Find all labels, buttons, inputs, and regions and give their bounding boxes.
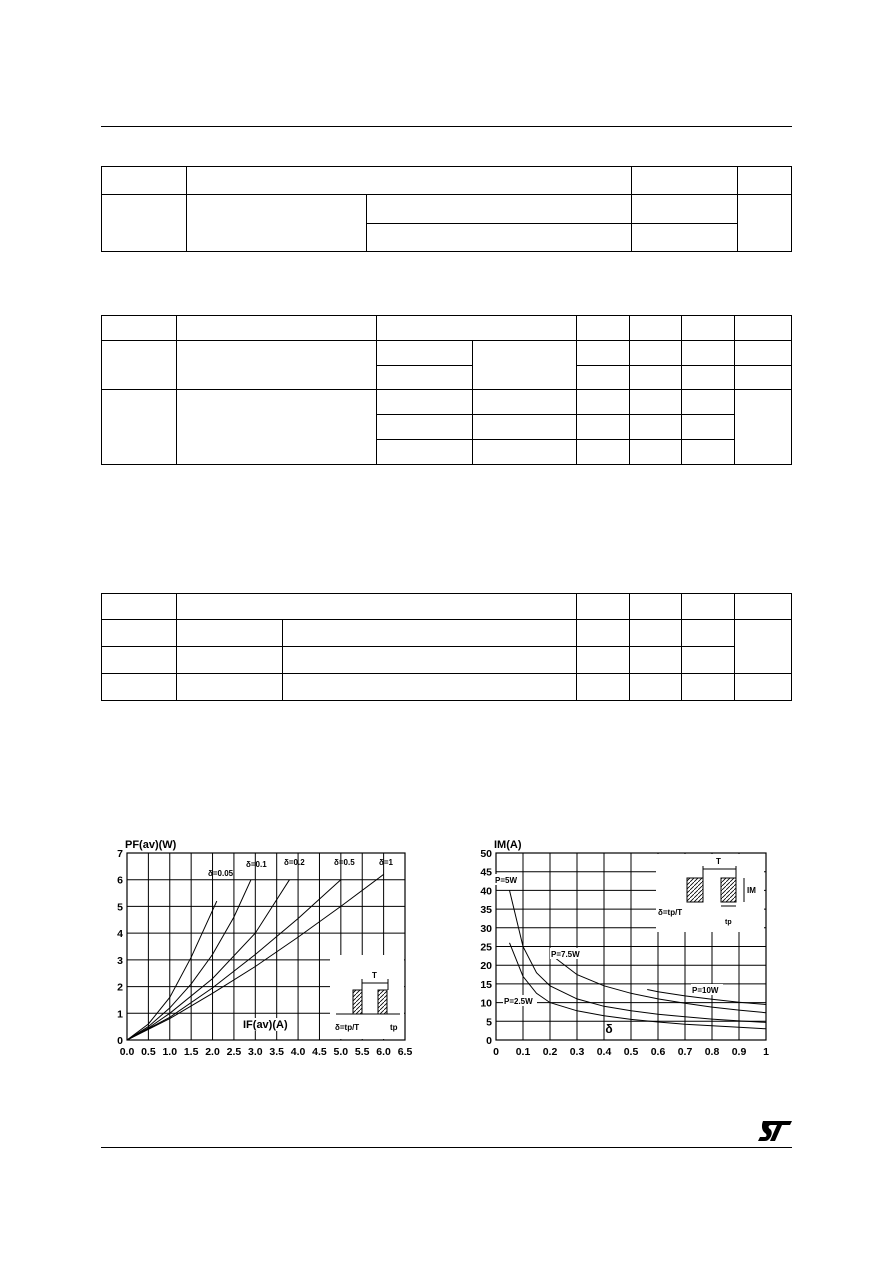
x-tick-label: 4.5 — [312, 1046, 327, 1058]
x-tick-label: 2.0 — [205, 1046, 220, 1058]
series-line — [510, 943, 767, 1029]
pulse-1 — [353, 990, 362, 1014]
table-cell — [735, 316, 792, 341]
table-cell — [577, 647, 630, 674]
table-cell — [283, 620, 577, 647]
table-2 — [101, 315, 792, 465]
table-cell — [682, 440, 735, 465]
table-cell — [102, 195, 187, 252]
table-cell — [632, 195, 738, 224]
table-cell — [682, 366, 735, 390]
table-cell — [177, 594, 577, 620]
table-cell — [682, 647, 735, 674]
table-cell — [735, 366, 792, 390]
table-cell — [682, 620, 735, 647]
pulse-2 — [378, 990, 387, 1014]
x-tick-label: 1.0 — [162, 1046, 178, 1058]
st-logo-icon — [757, 1119, 793, 1143]
table-row — [102, 594, 792, 620]
x-tick-label: 0.6 — [650, 1046, 666, 1058]
period-label: T — [716, 857, 721, 866]
y-tick-label: 50 — [480, 848, 492, 860]
table-cell — [377, 366, 473, 390]
table-cell — [682, 390, 735, 415]
table-cell — [577, 415, 630, 440]
table-row — [102, 647, 792, 674]
delta-symbol: δ — [605, 1022, 613, 1036]
series-label: δ=0.1 — [246, 860, 267, 869]
series-label: P=7.5W — [551, 950, 580, 959]
table-cell — [630, 647, 682, 674]
table-cell — [177, 316, 377, 341]
table-cell — [577, 620, 630, 647]
table-cell — [577, 341, 630, 366]
y-tick-label: 4 — [117, 928, 123, 941]
table-cell — [177, 674, 283, 701]
table-cell — [682, 415, 735, 440]
y-tick-label: 6 — [117, 874, 123, 887]
table-cell — [473, 341, 577, 390]
x-tick-label: 5.5 — [354, 1046, 370, 1058]
table-cell — [577, 440, 630, 465]
table-cell — [735, 341, 792, 366]
table-cell — [630, 620, 682, 647]
table-cell — [102, 647, 177, 674]
table-cell — [473, 440, 577, 465]
table-row — [102, 390, 792, 415]
table-cell — [632, 167, 738, 195]
table-cell — [102, 620, 177, 647]
table-cell — [177, 390, 377, 465]
x-tick-label: 0.2 — [542, 1046, 558, 1058]
series-label: P=5W — [495, 876, 518, 885]
table-3 — [101, 593, 792, 701]
x-tick-label: 0.0 — [119, 1046, 135, 1058]
table-cell — [187, 195, 367, 252]
table-cell — [473, 390, 577, 415]
y-axis-label: PF(av)(W) — [125, 839, 177, 851]
table-cell — [682, 674, 735, 701]
y-tick-label: 5 — [117, 901, 123, 914]
table-cell — [377, 316, 577, 341]
header-rule — [101, 126, 792, 127]
x-tick-label: 0.5 — [623, 1046, 639, 1058]
table-cell — [102, 594, 177, 620]
y-tick-label: 20 — [480, 960, 492, 973]
table-cell — [630, 440, 682, 465]
x-tick-label: 3.0 — [248, 1046, 263, 1058]
table-cell — [577, 366, 630, 390]
x-tick-label: 0.7 — [677, 1046, 693, 1058]
table-cell — [735, 674, 792, 701]
x-tick-label: 0.1 — [515, 1046, 531, 1058]
pulse-1 — [687, 878, 703, 902]
table-1 — [101, 166, 792, 252]
x-tick-label: 0.9 — [731, 1046, 747, 1058]
table-cell — [630, 594, 682, 620]
table-row — [102, 620, 792, 647]
table-cell — [367, 195, 632, 224]
x-tick-label: 2.5 — [226, 1046, 242, 1058]
table-cell — [577, 390, 630, 415]
table-cell — [735, 620, 792, 674]
table-cell — [473, 415, 577, 440]
y-tick-label: 0 — [486, 1035, 492, 1047]
y-tick-label: 15 — [480, 978, 492, 991]
footer-rule — [101, 1147, 792, 1148]
table-cell — [577, 594, 630, 620]
series-label: δ=0.5 — [334, 858, 355, 867]
x-tick-label: 6.5 — [397, 1046, 413, 1058]
pulse-width-label: tp — [390, 1023, 398, 1032]
x-tick-label: 0.4 — [596, 1046, 612, 1058]
y-tick-label: 3 — [117, 954, 123, 967]
y-axis-label: IM(A) — [494, 839, 522, 851]
table-cell — [738, 167, 792, 195]
power-dissipation-chart — [100, 830, 430, 1065]
table-cell — [630, 390, 682, 415]
current-label: IM — [747, 886, 756, 895]
series-line — [127, 901, 217, 1040]
table-cell — [632, 224, 738, 252]
x-tick-label: 0.8 — [704, 1046, 720, 1058]
table-cell — [630, 366, 682, 390]
y-tick-label: 0 — [117, 1035, 123, 1047]
pulse-2 — [721, 878, 736, 902]
table-row — [102, 674, 792, 701]
table-cell — [377, 341, 473, 366]
table-cell — [682, 594, 735, 620]
table-cell — [630, 674, 682, 701]
table-cell — [177, 647, 283, 674]
table-cell — [102, 341, 177, 390]
table-row — [102, 167, 792, 195]
x-tick-label: 4.0 — [290, 1046, 306, 1058]
table-row — [102, 341, 792, 366]
y-tick-label: 5 — [486, 1016, 492, 1029]
table-cell — [177, 620, 283, 647]
table-cell — [102, 316, 177, 341]
table-cell — [735, 390, 792, 465]
table-cell — [377, 415, 473, 440]
table-cell — [283, 647, 577, 674]
x-tick-label: 6.0 — [376, 1046, 391, 1058]
table-cell — [102, 674, 177, 701]
period-label: T — [372, 971, 377, 980]
series-label: δ=0.05 — [208, 869, 234, 878]
pulse-formula: δ=tp/T — [335, 1023, 360, 1032]
table-cell — [577, 316, 630, 341]
x-tick-label: 0.3 — [569, 1046, 585, 1058]
table-cell — [377, 390, 473, 415]
series-label: P=10W — [692, 986, 719, 995]
y-tick-label: 45 — [480, 866, 492, 879]
x-tick-label: 0.5 — [141, 1046, 156, 1058]
table-cell — [735, 594, 792, 620]
series-label: δ=1 — [379, 858, 393, 867]
table-cell — [367, 224, 632, 252]
table-cell — [187, 167, 632, 195]
peak-current-chart — [462, 830, 782, 1065]
table-cell — [577, 674, 630, 701]
table-row — [102, 316, 792, 341]
pulse-width-label: tp — [725, 919, 732, 926]
y-tick-label: 1 — [117, 1008, 123, 1021]
table-cell — [682, 341, 735, 366]
x-tick-label: 3.5 — [269, 1046, 284, 1058]
table-cell — [630, 316, 682, 341]
x-tick-label: 5.0 — [333, 1046, 349, 1058]
y-tick-label: 35 — [480, 904, 492, 917]
y-tick-label: 2 — [117, 981, 123, 994]
table-cell — [102, 167, 187, 195]
x-tick-label: 1 — [763, 1046, 769, 1058]
x-tick-label: 0 — [493, 1046, 499, 1058]
x-axis-label: IF(av)(A) — [243, 1019, 288, 1031]
x-tick-label: 1.5 — [183, 1046, 199, 1058]
y-tick-label: 30 — [480, 922, 492, 935]
y-tick-label: 10 — [480, 997, 492, 1010]
y-tick-label: 25 — [480, 941, 492, 954]
y-tick-label: 40 — [480, 885, 492, 898]
table-cell — [377, 440, 473, 465]
table-row — [102, 195, 792, 224]
y-tick-label: 7 — [117, 848, 123, 860]
series-label: δ=0.2 — [284, 858, 305, 867]
table-cell — [283, 674, 577, 701]
table-cell — [177, 341, 377, 390]
series-label: P=2.5W — [504, 997, 533, 1006]
table-cell — [738, 195, 792, 252]
table-cell — [102, 390, 177, 465]
pulse-formula: δ=tp/T — [658, 908, 683, 917]
table-cell — [630, 415, 682, 440]
table-cell — [630, 341, 682, 366]
table-cell — [682, 316, 735, 341]
